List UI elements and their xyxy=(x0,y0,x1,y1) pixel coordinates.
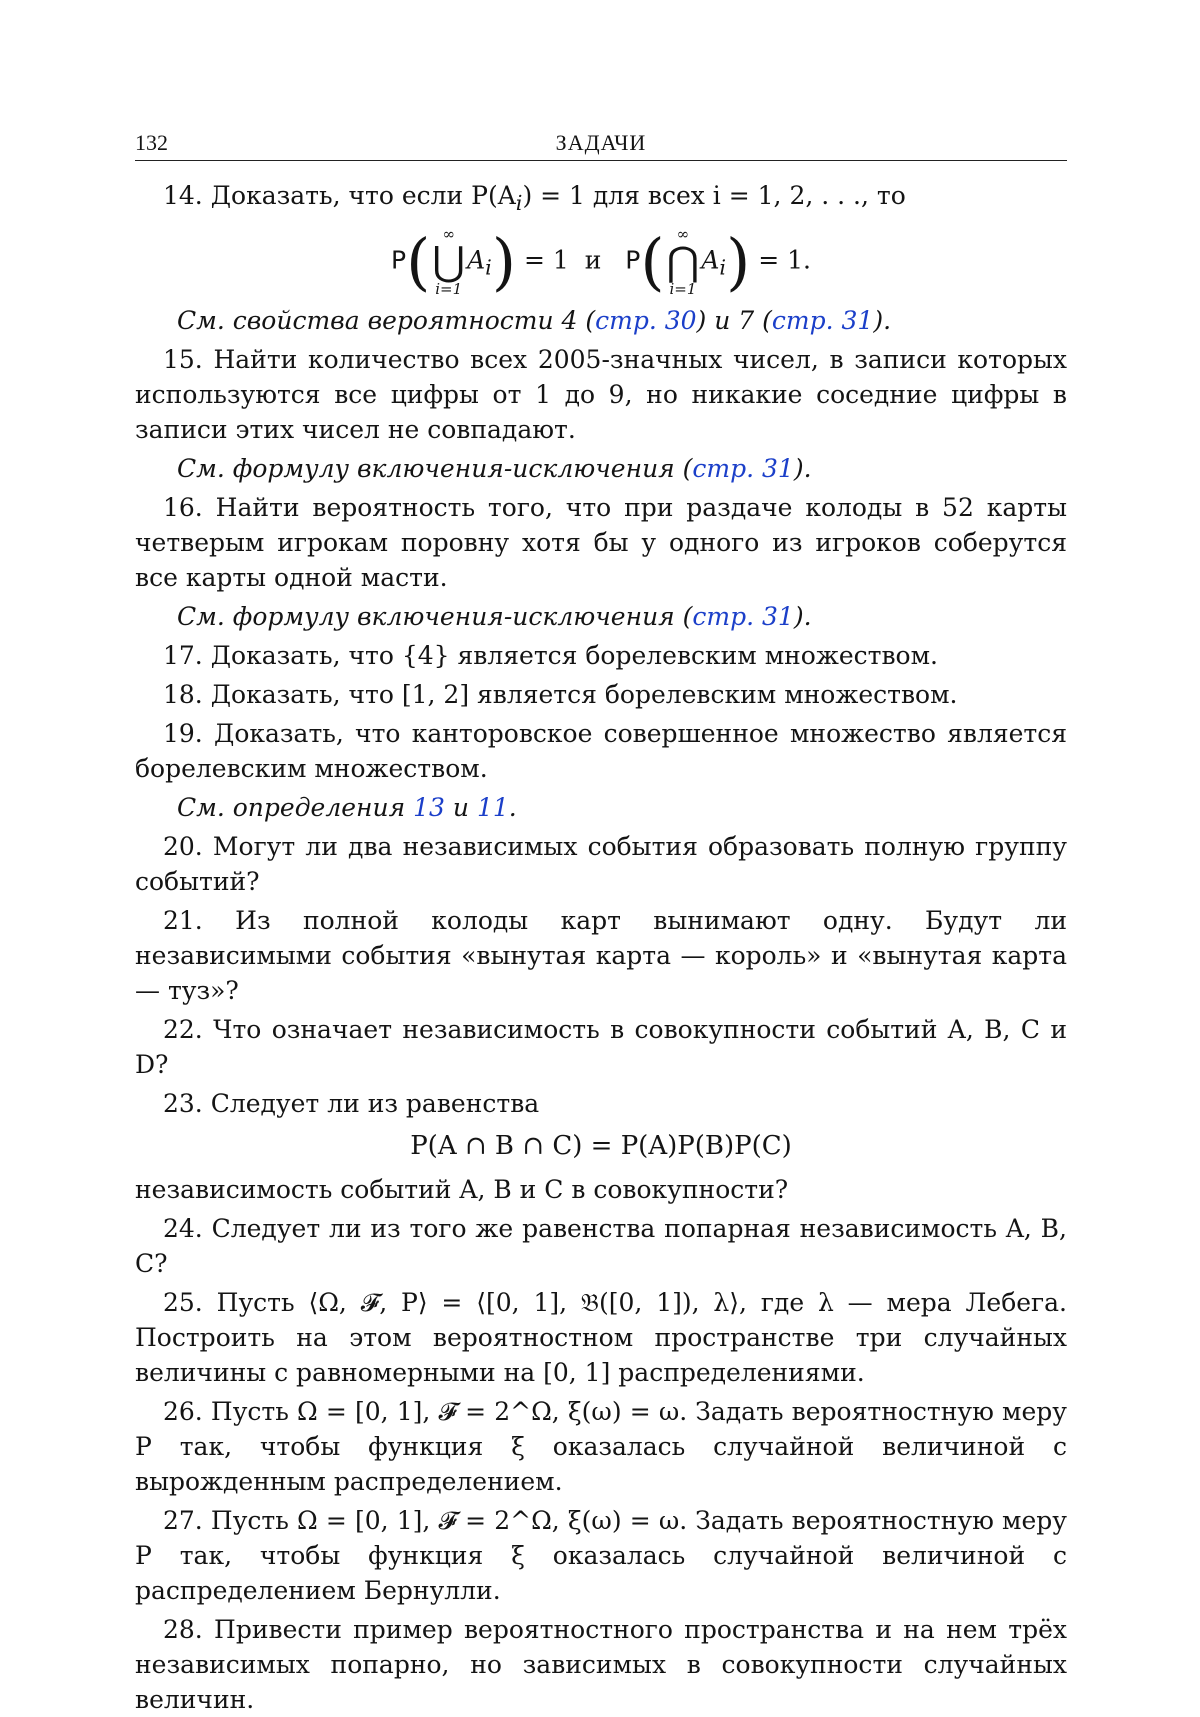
intersection-operator: ∞ ⋂ i=1 xyxy=(666,225,700,298)
problem-15 xyxy=(135,342,1067,447)
problem-text: Что означает независимость в совокупности событий A, B, C и D? xyxy=(135,1015,1067,1079)
problem-number: 24. xyxy=(163,1214,203,1243)
problem-16 xyxy=(135,490,1067,595)
problem-number: 14. xyxy=(163,181,203,210)
problem-number: 15. xyxy=(163,345,203,374)
problem-number: 27. xyxy=(163,1506,203,1535)
problem-number: 16. xyxy=(163,493,203,522)
problem-number: 26. xyxy=(163,1397,203,1426)
problem-17 xyxy=(135,638,1067,673)
link-page-31[interactable]: стр. 31 xyxy=(692,602,794,631)
problem-14 xyxy=(135,178,1067,221)
problem-text: Пусть Ω = [0, 1], 𝓕 = 2^Ω, ξ(ω) = ω. Задать вероятностную меру P так, чтобы функция ξ оказалась случайной величиной с распределением Бернулли. xyxy=(135,1506,1067,1605)
hint-19: См. определения 13 и 11. xyxy=(177,793,517,822)
problem-text: Привести пример вероятностного пространства и на нем трёх независимых попарно, но зависимых в совокупности случайных величин. xyxy=(135,1615,1067,1714)
problem-text: Найти вероятность того, что при раздаче колоды в 52 карты четверым игрокам поровну хотя бы у одного из игроков соберутся все карты одной масти. xyxy=(135,493,1067,592)
link-page-30[interactable]: стр. 30 xyxy=(595,306,697,335)
problem-number: 21. xyxy=(163,906,203,935)
problem-text: Доказать, что [1, 2] является борелевским множеством. xyxy=(210,680,958,709)
problem-text: Могут ли два независимых события образовать полную группу событий? xyxy=(135,832,1067,896)
running-header xyxy=(135,128,1067,161)
hint-16: См. формулу включения-исключения (стр. 31). xyxy=(177,602,812,631)
link-page-31[interactable]: стр. 31 xyxy=(771,306,874,335)
problem-28 xyxy=(135,1612,1067,1717)
problem-24 xyxy=(135,1211,1067,1281)
problem-number: 18. xyxy=(163,680,203,709)
link-definition-13[interactable]: 13 xyxy=(413,793,445,822)
problem-19 xyxy=(135,716,1067,786)
problem-text: Из полной колоды карт вынимают одну. Будут ли независимыми события «вынутая карта — король» и «вынутая карта — туз»? xyxy=(135,906,1067,1005)
problem-22 xyxy=(135,1012,1067,1082)
hint-14: См. свойства вероятности 4 (стр. 30) и 7 (стр. 31). xyxy=(177,306,892,335)
problem-number: 17. xyxy=(163,641,203,670)
problem-20 xyxy=(135,829,1067,899)
problem-text: Доказать, что если $P(A_i) = 1$ для всех i = 1, 2, . . ., то xyxy=(210,181,906,215)
problem-text: Пусть ⟨Ω, 𝓕, P⟩ = ⟨[0, 1], 𝔅([0, 1]), λ⟩, где λ — мера Лебега. Построить на этом вероятностном пространстве три случайных величины с равномерными на [0, 1] распределениями. xyxy=(135,1288,1067,1387)
problem-26 xyxy=(135,1394,1067,1499)
problem-text: Следует ли из равенства xyxy=(210,1089,540,1118)
problem-27 xyxy=(135,1503,1067,1608)
header-title: ЗАДАЧИ xyxy=(555,130,647,155)
problem-23 xyxy=(135,1086,1067,1121)
problem-number: 19. xyxy=(163,719,203,748)
problem-18 xyxy=(135,677,1067,712)
problem-text: Следует ли из того же равенства попарная независимость A, B, C? xyxy=(135,1214,1067,1278)
problem-text: Доказать, что {4} является борелевским множеством. xyxy=(210,641,939,670)
problem-text: Доказать, что канторовское совершенное множество является борелевским множеством. xyxy=(135,719,1067,783)
problem-number: 23. xyxy=(163,1089,203,1118)
problem-number: 20. xyxy=(163,832,203,861)
problem-list xyxy=(135,178,1067,1717)
problem-23-continuation: независимость событий A, B и C в совокупности? xyxy=(135,1175,789,1204)
problem-25 xyxy=(135,1285,1067,1390)
union-operator: ∞ ⋃ i=1 xyxy=(432,225,466,298)
problem-number: 28. xyxy=(163,1615,203,1644)
formula-union-intersection: P( ∞ ⋃ i=1 $A_i) = 1$ и P( ∞ ⋂ i=1 $A_i) = 1$. xyxy=(391,225,811,298)
problem-21 xyxy=(135,903,1067,1008)
formula-independence: P(A ∩ B ∩ C) = P(A)P(B)P(C) xyxy=(410,1131,792,1161)
problem-text: Найти количество всех 2005-значных чисел, в записи которых используются все цифры от 1 до 9, но никакие соседние цифры в записи этих чисел не совпадают. xyxy=(135,345,1067,444)
link-definition-11[interactable]: 11 xyxy=(476,793,509,822)
link-page-31[interactable]: стр. 31 xyxy=(692,454,794,483)
problem-number: 22. xyxy=(163,1015,203,1044)
problem-number: 25. xyxy=(163,1288,203,1317)
problem-text: Пусть Ω = [0, 1], 𝓕 = 2^Ω, ξ(ω) = ω. Задать вероятностную меру P так, чтобы функция ξ оказалась случайной величиной с вырожденным распределением. xyxy=(135,1397,1067,1496)
page-number: 132 xyxy=(135,130,168,155)
hint-15: См. формулу включения-исключения (стр. 31). xyxy=(177,454,812,483)
